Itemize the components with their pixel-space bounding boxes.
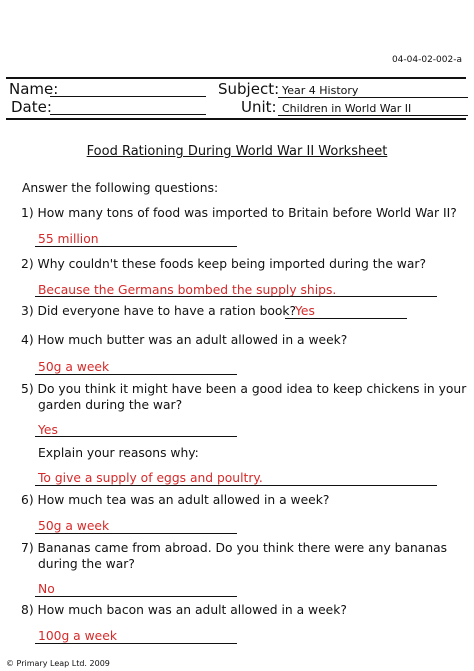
answer-8: 100g a week <box>38 629 117 643</box>
answer-1-line[interactable] <box>35 246 237 247</box>
answer-4-line[interactable] <box>35 374 237 375</box>
subject-label: Subject: <box>218 80 280 98</box>
answer-8-line[interactable] <box>35 643 237 644</box>
copyright-footer: © Primary Leap Ltd. 2009 <box>6 659 110 668</box>
answer-2: Because the Germans bombed the supply ships. <box>38 283 337 297</box>
name-field[interactable] <box>50 96 206 97</box>
question-4: 4) How much butter was an adult allowed in a week? <box>21 333 348 347</box>
worksheet-title: Food Rationing During World War II Worksheet <box>86 144 388 159</box>
unit-value: Children in World War II <box>282 102 412 115</box>
answer-6-line[interactable] <box>35 533 237 534</box>
subject-value: Year 4 History <box>282 84 359 97</box>
name-label: Name: <box>9 80 59 98</box>
question-7-line-2: during the war? <box>38 557 135 571</box>
answer-5: Yes <box>38 423 58 437</box>
unit-field[interactable] <box>278 115 468 116</box>
question-1: 1) How many tons of food was imported to Britain before World War II? <box>21 206 457 220</box>
answer-6: 50g a week <box>38 519 110 533</box>
question-2: 2) Why couldn't these foods keep being imported during the war? <box>21 257 426 271</box>
question-5: 5) Do you think it might have been a good idea to keep chickens in your <box>21 382 467 396</box>
date-field[interactable] <box>50 114 206 115</box>
answer-5-line[interactable] <box>35 436 237 437</box>
question-5-line-2: garden during the war? <box>38 398 183 412</box>
question-6: 6) How much tea was an adult allowed in a week? <box>21 493 330 507</box>
header-top-rule <box>6 77 466 79</box>
question-7: 7) Bananas came from abroad. Do you think there were any bananas <box>21 541 448 555</box>
answer-3: Yes <box>295 304 315 318</box>
question-8: 8) How much bacon was an adult allowed in a week? <box>21 603 347 617</box>
answer-2-line[interactable] <box>35 296 437 297</box>
explain-answer-line[interactable] <box>35 485 437 486</box>
subject-field[interactable] <box>278 97 468 98</box>
answer-7-line[interactable] <box>35 596 237 597</box>
explain-prompt: Explain your reasons why: <box>38 446 199 460</box>
answer-1: 55 million <box>38 232 99 246</box>
answer-7: No <box>38 582 55 596</box>
date-label: Date: <box>11 98 52 116</box>
explain-answer: To give a supply of eggs and poultry. <box>38 471 263 485</box>
sheet-code: 04-04-02-002-a <box>391 55 462 65</box>
answer-3-line[interactable] <box>285 318 407 319</box>
answer-4: 50g a week <box>38 360 110 374</box>
unit-label: Unit: <box>241 98 277 116</box>
question-3: 3) Did everyone have to have a ration book? <box>21 304 297 318</box>
instructions: Answer the following questions: <box>22 181 219 195</box>
header-bottom-rule <box>6 118 466 120</box>
